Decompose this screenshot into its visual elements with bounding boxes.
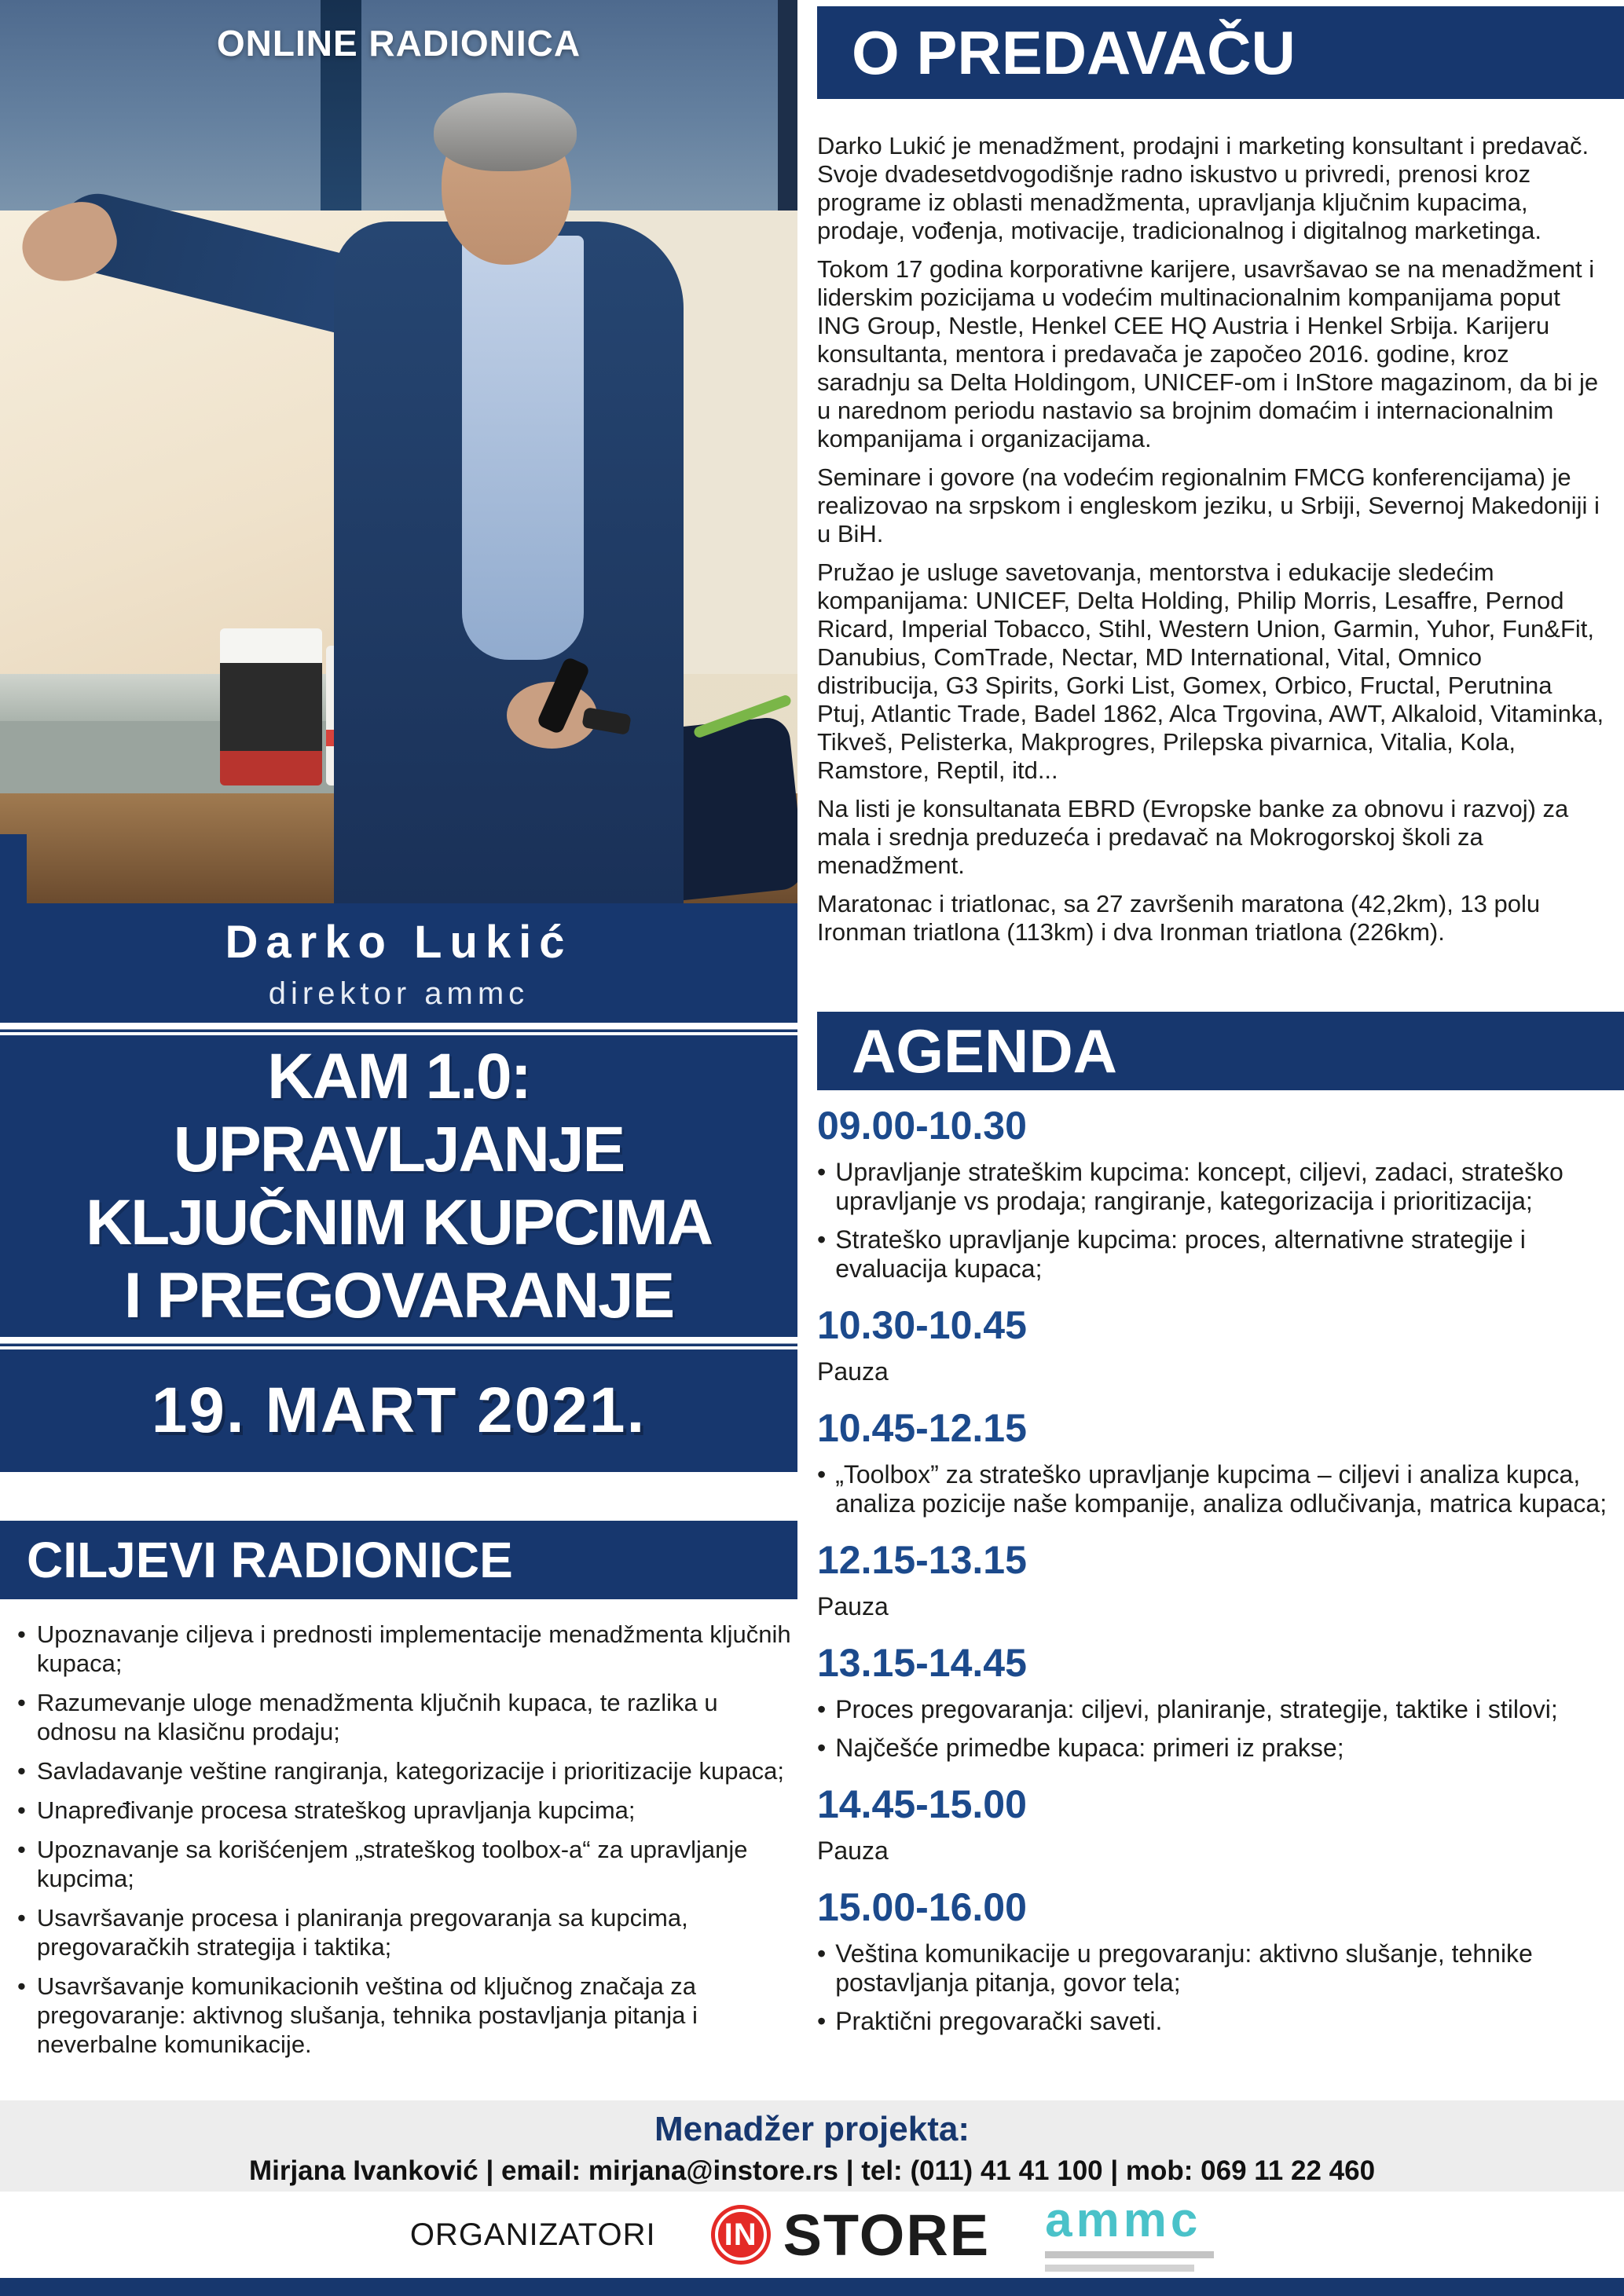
agenda-item xyxy=(817,1734,1611,1763)
speaker-title: direktor ammc xyxy=(268,976,530,1011)
agenda-item-list xyxy=(817,1939,1611,2036)
goal-item-bullet-icon: • xyxy=(17,1689,26,1716)
speaker-shirt xyxy=(462,236,584,660)
agenda-item-bullet-icon: • xyxy=(817,1695,827,1723)
goals-list xyxy=(17,1620,795,2091)
agenda-item-text: Upravljanje strateškim kupcima: koncept, ciljevi, zadaci, strateško upravljanje vs prodaja; rangiranje, kategorizacija i prioritizacija; xyxy=(835,1158,1564,1215)
goal-item xyxy=(17,1756,795,1785)
agenda-pause-note: Pauza xyxy=(817,1357,889,1386)
agenda-heading-bar xyxy=(817,1012,1624,1090)
agenda-slot xyxy=(817,1640,1611,1763)
project-manager-band xyxy=(0,2100,1624,2192)
agenda-slot xyxy=(817,1302,1611,1386)
workshop-title-block xyxy=(0,1035,797,1337)
goals-heading: CILJEVI RADIONICE xyxy=(27,1532,513,1588)
workshop-title-line: UPRAVLJANJE xyxy=(173,1114,625,1185)
bio-paragraph: Maratonac i triatlonac, sa 27 završenih maratona (42,2km), 13 polu Ironman triatlona (113km) i dva Ironman triatlona (226km). xyxy=(817,890,1541,946)
agenda-item-text: Najčešće primedbe kupaca: primeri iz prakse; xyxy=(835,1734,1344,1762)
goal-item xyxy=(17,1688,795,1746)
agenda-slot xyxy=(817,1782,1611,1866)
bio-paragraph: Pružao je usluge savetovanja, mentorstva i edukacije sledećim kompanijama: UNICEF, Delta Holding, Philip Morris, Lesaffre, Pernod Ricard, Imperial Tobacco, Stihl, Western Union, Garmin, Yuhor, Fun&Fit, Danubius, ComTrade, Nectar, MD International, Vital, Omnico distribucija, G3 Spirits, Gorki List, Gomex, Orbico, Fructal, Perutnina Ptuj, Atlantic Trade, Badel 1862, Alca Trgovina, AWT, Alkaloid, Vitaminka, Tikveš, Pelisterka, Makprogres, Prilepska pivarnica, Vitalia, Kola, Ramstore, Reptil, itd... xyxy=(817,558,1604,784)
agenda-time: 10.30-10.45 xyxy=(817,1303,1027,1347)
goals-heading-bar xyxy=(0,1521,797,1599)
bottom-navy-bar xyxy=(0,2278,1624,2296)
goal-item-text: Savladavanje veštine rangiranja, kategorizacije i prioritizacije kupaca; xyxy=(36,1757,785,1785)
instore-in-text: IN xyxy=(724,2217,757,2252)
agenda-item xyxy=(817,1695,1611,1724)
agenda-item-bullet-icon: • xyxy=(817,1939,827,1968)
organizers-label: ORGANIZATORI xyxy=(409,2217,656,2252)
project-manager-contact: Mirjana Ivanković | email: mirjana@instore.rs | tel: (011) 41 41 100 | mob: 069 11 22 460 xyxy=(248,2155,1376,2186)
agenda-time: 10.45-12.15 xyxy=(817,1406,1027,1450)
goal-item-bullet-icon: • xyxy=(17,1836,26,1863)
goal-item-text: Razumevanje uloge menadžmenta ključnih kupaca, te razlika u odnosu na klasičnu prodaju; xyxy=(36,1689,718,1745)
goal-item-bullet-icon: • xyxy=(17,1972,26,2000)
goals-items xyxy=(17,1620,795,2059)
about-heading-bar xyxy=(817,6,1624,99)
workshop-title-line: KLJUČNIM KUPCIMA xyxy=(85,1187,713,1258)
ammc-logo-text: ammc xyxy=(1045,2193,1202,2247)
speaker-photo xyxy=(0,0,797,903)
goal-item-text: Usavršavanje komunikacionih veština od ključnog značaja za pregovaranje: aktivnog slušanja, tehnika postavljanja pitanja i neverbalne komunikacije. xyxy=(36,1972,698,2058)
agenda-item-text: Strateško upravljanje kupcima: proces, alternativne strategije i evaluacija kupaca; xyxy=(835,1225,1526,1283)
agenda-time: 14.45-15.00 xyxy=(817,1782,1027,1826)
photo-product-box xyxy=(220,628,322,785)
agenda-item-text: Veština komunikacije u pregovaranju: aktivno slušanje, tehnike postavljanja pitanja, govor tela; xyxy=(835,1939,1533,1997)
bio-paragraph: Tokom 17 godina korporativne karijere, usavršavao se na menadžment i liderskim pozicijama u vodećim multinacionalnim kompanijama poput ING Group, Nestle, Henkel CEE HQ Austria i Henkel Srbija. Karijeru konsultanta, mentora i predavača je započeo 2016. godine, kroz saradnju sa Delta Holdingom, UNICEF-om i InStore magazinom, da bi je u narednom periodu nastavio sa brojnim domaćim i internacionalnim kompanijama i organizacijama. xyxy=(817,255,1599,452)
agenda-item-list xyxy=(817,1158,1611,1283)
goal-item-bullet-icon: • xyxy=(17,1904,26,1932)
bio-paragraph: Na listi je konsultanata EBRD (Evropske banke za obnovu i razvoj) za mala i srednja preduzeća i predavač na Mokrogorskoj školi za menadžment. xyxy=(817,795,1569,879)
workshop-title-line: I PREGOVARANJE xyxy=(123,1260,674,1331)
speaker-name-band xyxy=(0,903,797,1023)
agenda-time: 12.15-13.15 xyxy=(817,1538,1027,1582)
agenda-item-text: „Toolbox” za strateško upravljanje kupcima – ciljevi i analiza kupca, analiza pozicije naše kompanije, analiza odlučivanja, matrica kupaca; xyxy=(835,1460,1608,1518)
goal-item xyxy=(17,1796,795,1825)
agenda-slot xyxy=(817,1884,1611,2036)
goal-item xyxy=(17,1972,795,2059)
instore-store-text: STORE xyxy=(783,2202,991,2268)
goal-item-text: Upoznavanje ciljeva i prednosti implementacije menadžmenta ključnih kupaca; xyxy=(36,1620,791,1677)
workshop-date-block xyxy=(0,1349,797,1472)
goal-item xyxy=(17,1620,795,1678)
workshop-date: 19. MART 2021. xyxy=(151,1375,647,1446)
divider xyxy=(0,1337,797,1349)
instore-in-badge-icon xyxy=(711,2205,771,2265)
goal-item-bullet-icon: • xyxy=(17,1796,26,1824)
ammc-logo xyxy=(1045,2193,1214,2272)
agenda-item-text: Proces pregovaranja: ciljevi, planiranje, strategije, taktike i stilovi; xyxy=(835,1695,1558,1723)
agenda-item-bullet-icon: • xyxy=(817,1225,827,1254)
agenda-slot xyxy=(817,1537,1611,1621)
ammc-tagline-line xyxy=(1045,2251,1214,2258)
agenda-pause-note: Pauza xyxy=(817,1836,889,1865)
agenda-item-bullet-icon: • xyxy=(817,2007,827,2035)
agenda-item xyxy=(817,1225,1611,1283)
goal-item xyxy=(17,1903,795,1961)
bio-paragraph: Seminare i govore (na vodećim regionalnim FMCG konferencijama) je realizovao na srpskom i engleskom jeziku, u Srbiji, Severnoj Makedoniji i u BiH. xyxy=(817,463,1600,547)
goal-item-text: Usavršavanje procesa i planiranja pregovaranja sa kupcima, pregovaračkih strategija i taktika; xyxy=(36,1904,688,1961)
agenda-item xyxy=(817,1939,1611,1998)
agenda-item-list xyxy=(817,1695,1611,1763)
agenda-item-bullet-icon: • xyxy=(817,1460,827,1489)
agenda-pause-note: Pauza xyxy=(817,1592,889,1620)
goal-item-text: Unapređivanje procesa strateškog upravljanja kupcima; xyxy=(36,1796,636,1824)
agenda-item-list xyxy=(817,1460,1611,1518)
goal-item-text: Upoznavanje sa korišćenjem „strateškog toolbox-a“ za upravljanje kupcima; xyxy=(36,1836,748,1892)
agenda-schedule xyxy=(817,1103,1611,2086)
workshop-title-line: KAM 1.0: xyxy=(267,1041,530,1112)
goal-item-bullet-icon: • xyxy=(17,1620,26,1648)
speaker-name: Darko Lukić xyxy=(225,917,573,968)
agenda-slot xyxy=(817,1405,1611,1518)
agenda-item-bullet-icon: • xyxy=(817,1158,827,1186)
about-heading: O PREDAVAČU xyxy=(852,17,1296,87)
agenda-item xyxy=(817,2007,1611,2036)
agenda-item-bullet-icon: • xyxy=(817,1734,827,1762)
agenda-item xyxy=(817,1460,1611,1518)
agenda-heading: AGENDA xyxy=(852,1016,1118,1086)
photo-left-navy-strip xyxy=(0,834,27,903)
project-manager-heading: Menadžer projekta: xyxy=(654,2110,970,2148)
goal-item xyxy=(17,1835,795,1893)
speaker-hair xyxy=(434,93,577,171)
agenda-time: 09.00-10.30 xyxy=(817,1104,1027,1148)
bio-paragraph: Darko Lukić je menadžment, prodajni i marketing konsultant i predavač. Svoje dvadesetdvogodišnje radno iskustvo u privredi, prenosi kroz programe iz oblasti menadžmenta, upravljanja ključnim kupacima, prodaje, vođenja, motivacije, tradicionalnog i digitalnog marketinga. xyxy=(817,132,1589,244)
agenda-slot xyxy=(817,1103,1611,1283)
agenda-time: 13.15-14.45 xyxy=(817,1641,1027,1685)
agenda-item xyxy=(817,1158,1611,1216)
organizers-row xyxy=(0,2192,1624,2278)
speaker-bio xyxy=(817,132,1604,1005)
agenda-time: 15.00-16.00 xyxy=(817,1885,1027,1929)
agenda-item-text: Praktični pregovarački saveti. xyxy=(835,2007,1163,2035)
online-workshop-badge: ONLINE RADIONICA xyxy=(216,23,581,64)
divider xyxy=(0,1023,797,1035)
instore-logo xyxy=(711,2202,991,2269)
goal-item-bullet-icon: • xyxy=(17,1757,26,1785)
ammc-tagline-line xyxy=(1045,2265,1194,2272)
